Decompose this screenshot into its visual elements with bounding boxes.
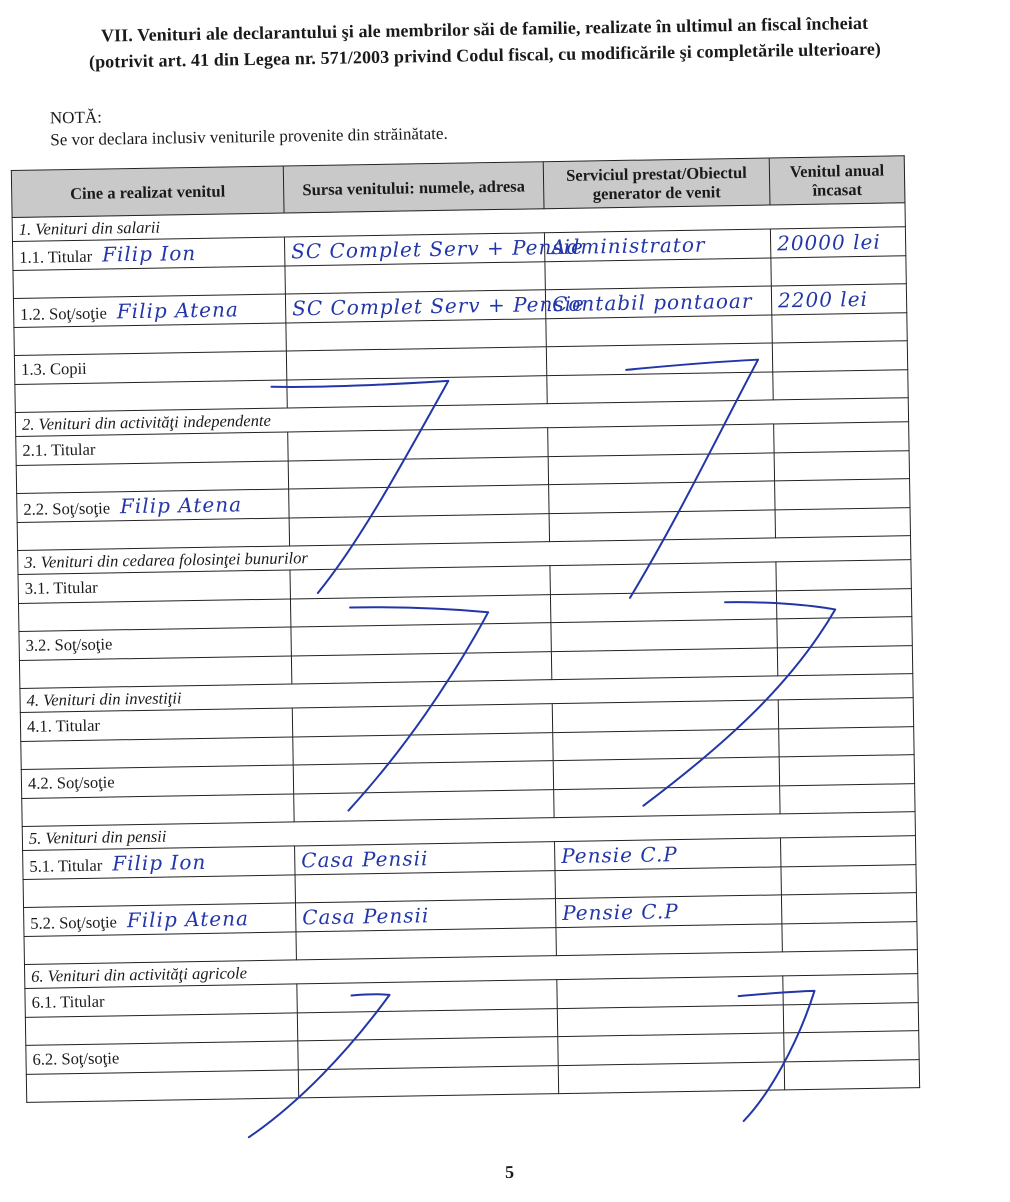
blank-cell: [780, 783, 915, 814]
blank-cell: [549, 509, 775, 541]
blank-cell: [771, 255, 906, 286]
income-cell: [770, 227, 905, 258]
page-number: 5: [504, 1161, 515, 1182]
blank-cell: [287, 375, 547, 408]
row-label: 3.1. Titular: [24, 577, 98, 598]
header-service: Serviciul prestat/Obiectul generator de venit: [543, 158, 770, 209]
row-label-cell: [19, 627, 291, 660]
blank-cell: [14, 323, 286, 356]
source-cell: [295, 899, 555, 932]
handwritten-income: 20000 lei: [776, 229, 881, 256]
blank-cell: [24, 931, 296, 964]
note-title: NOTĂ:: [49, 107, 103, 128]
source-cell: [295, 842, 555, 875]
income-cell: [774, 422, 909, 453]
blank-cell: [295, 870, 555, 903]
blank-cell: [291, 651, 551, 684]
source-cell: [291, 623, 551, 656]
income-cell: [779, 755, 914, 786]
row-label: 4.1. Titular: [26, 715, 101, 736]
row-label-cell: [16, 432, 288, 465]
handwritten-source: SC Complet Serv + Pensie: [291, 291, 586, 321]
source-cell: [293, 761, 553, 794]
blank-cell: [293, 732, 553, 765]
blank-cell: [551, 647, 777, 679]
handwritten-name: Filip Ion: [101, 240, 197, 267]
blank-cell: [776, 588, 911, 619]
blank-cell: [554, 785, 780, 817]
handwritten-source: Casa Pensii: [301, 845, 429, 873]
handwritten-service: Administrator: [550, 232, 706, 259]
blank-cell: [19, 655, 291, 688]
handwritten-service: Pensie C.P: [561, 898, 679, 925]
service-cell: [557, 976, 783, 1008]
blank-cell: [557, 1004, 783, 1036]
source-cell: [298, 1037, 558, 1070]
blank-cell: [783, 1002, 918, 1033]
source-cell: [292, 704, 552, 737]
service-cell: [549, 481, 775, 513]
blank-cell: [13, 266, 285, 299]
handwritten-name: Filip Atena: [126, 905, 250, 932]
service-cell: [558, 1033, 784, 1065]
source-cell: [297, 980, 557, 1013]
row-label: 4.2. Soţ/soţie: [27, 772, 115, 793]
service-cell: [550, 562, 776, 594]
handwritten-service: Pensie C.P: [561, 841, 678, 868]
source-cell: [286, 347, 546, 380]
service-cell: [552, 700, 778, 732]
blank-cell: [15, 380, 287, 413]
income-cell: [784, 1031, 919, 1062]
row-label-cell: [14, 351, 286, 384]
section-title: 5. Venituri din pensii: [22, 812, 915, 851]
income-cell: [777, 617, 912, 648]
row-label-cell: [12, 237, 284, 270]
income-cell: [776, 560, 911, 591]
section-heading: [4, 8, 965, 76]
blank-cell: [23, 874, 295, 907]
handwritten-name: Filip Ion: [112, 849, 207, 876]
blank-cell: [782, 921, 917, 952]
blank-cell: [546, 314, 772, 346]
blank-cell: [294, 789, 554, 822]
blank-cell: [21, 736, 293, 769]
source-cell: [289, 485, 549, 518]
blank-cell: [548, 452, 774, 484]
row-label: 5.2. Soţ/soţie: [30, 912, 118, 933]
note-text: Se vor declara inclusiv veniturile provenite din străinătate.: [50, 123, 448, 150]
blank-cell: [773, 369, 908, 400]
blank-cell: [775, 507, 910, 538]
row-label-cell: [21, 765, 293, 798]
income-table: [11, 155, 920, 1103]
row-label: 1.2. Soţ/soţie: [20, 303, 107, 324]
blank-cell: [17, 517, 289, 550]
row-label-cell: [23, 846, 295, 879]
source-cell: [288, 428, 548, 461]
row-label: 6.1. Titular: [31, 991, 105, 1012]
blank-cell: [25, 1012, 297, 1045]
service-cell: [544, 229, 770, 261]
handwritten-income: 2200 lei: [777, 286, 869, 313]
row-label-cell: [17, 489, 289, 522]
row-label-cell: [13, 294, 285, 327]
section-title: 1. Venituri din salarii: [12, 203, 905, 242]
handwritten-source: Casa Pensii: [302, 902, 430, 930]
row-label-cell: [18, 570, 290, 603]
income-cell: [775, 479, 910, 510]
handwritten-source: SC Complet Serv + Pensie: [290, 234, 585, 264]
row-label-cell: [24, 903, 296, 936]
header-who: Cine a realizat venitul: [11, 166, 284, 218]
service-cell: [545, 286, 771, 318]
header-income: Venitul anual încasat: [769, 156, 905, 205]
blank-cell: [550, 590, 776, 622]
row-label: 1.3. Copii: [20, 358, 87, 379]
row-label: 3.2. Soţ/soţie: [25, 634, 113, 655]
blank-cell: [290, 594, 550, 627]
blank-cell: [772, 312, 907, 343]
section-title: 2. Venituri din activităţi independente: [15, 398, 908, 437]
income-cell: [781, 893, 916, 924]
source-cell: [285, 290, 586, 323]
blank-cell: [18, 598, 290, 631]
handwritten-name: Filip Atena: [119, 492, 243, 519]
service-cell: [548, 424, 774, 456]
row-label-cell: [26, 1041, 298, 1074]
service-cell: [551, 619, 777, 651]
row-label: 5.1. Titular: [29, 855, 103, 876]
blank-cell: [547, 371, 773, 403]
source-cell: [290, 566, 550, 599]
blank-cell: [545, 257, 771, 289]
blank-cell: [285, 261, 545, 294]
heading-line-2: (potrivit art. 41 din Legea nr. 571/2003 privind Codul fiscal, cu modificările şi completările ulterioare): [88, 38, 882, 72]
blank-cell: [779, 726, 914, 757]
handwritten-name: Filip Atena: [116, 297, 239, 324]
heading-line-1: VII. Venituri ale declarantului şi ale membrilor săi de familie, realizate în ultimul an fiscal încheiat: [100, 12, 869, 46]
income-cell: [783, 974, 918, 1005]
row-label: 2.2. Soţ/soţie: [23, 498, 111, 519]
blank-cell: [784, 1059, 919, 1090]
note-block: [50, 101, 448, 152]
row-label: 2.1. Titular: [22, 439, 96, 460]
blank-cell: [288, 456, 548, 489]
blank-cell: [558, 1061, 784, 1093]
section-title: 6. Venituri din activităţi agricole: [24, 950, 917, 989]
source-cell: [284, 233, 585, 266]
row-label-cell: [20, 708, 292, 741]
blank-cell: [286, 318, 546, 351]
blank-cell: [16, 460, 288, 493]
table-body: [12, 203, 920, 1103]
blank-cell: [289, 513, 549, 546]
service-cell: [546, 343, 772, 375]
row-label: 6.2. Soţ/soţie: [32, 1048, 120, 1069]
section-title: 3. Venituri din cedarea folosinţei bunurilor: [18, 536, 911, 575]
handwritten-service: Contabil pontaoar: [551, 288, 753, 316]
service-cell: [555, 895, 781, 927]
income-cell: [780, 836, 915, 867]
blank-cell: [781, 864, 916, 895]
row-label-cell: [25, 984, 297, 1017]
blank-cell: [26, 1069, 298, 1102]
income-cell: [772, 341, 907, 372]
blank-cell: [297, 1008, 557, 1041]
header-source: Sursa venitului: numele, adresa: [283, 162, 544, 213]
row-label: 1.1. Titular: [19, 246, 93, 267]
blank-cell: [553, 728, 779, 760]
blank-cell: [296, 927, 556, 960]
blank-cell: [298, 1065, 558, 1098]
blank-cell: [556, 923, 782, 955]
service-cell: [553, 757, 779, 789]
blank-cell: [777, 645, 912, 676]
blank-cell: [774, 450, 909, 481]
income-cell: [771, 284, 906, 315]
blank-cell: [22, 793, 294, 826]
income-cell: [778, 698, 913, 729]
service-cell: [555, 838, 781, 870]
section-title: 4. Venituri din investiţii: [20, 674, 913, 713]
blank-cell: [555, 866, 781, 898]
